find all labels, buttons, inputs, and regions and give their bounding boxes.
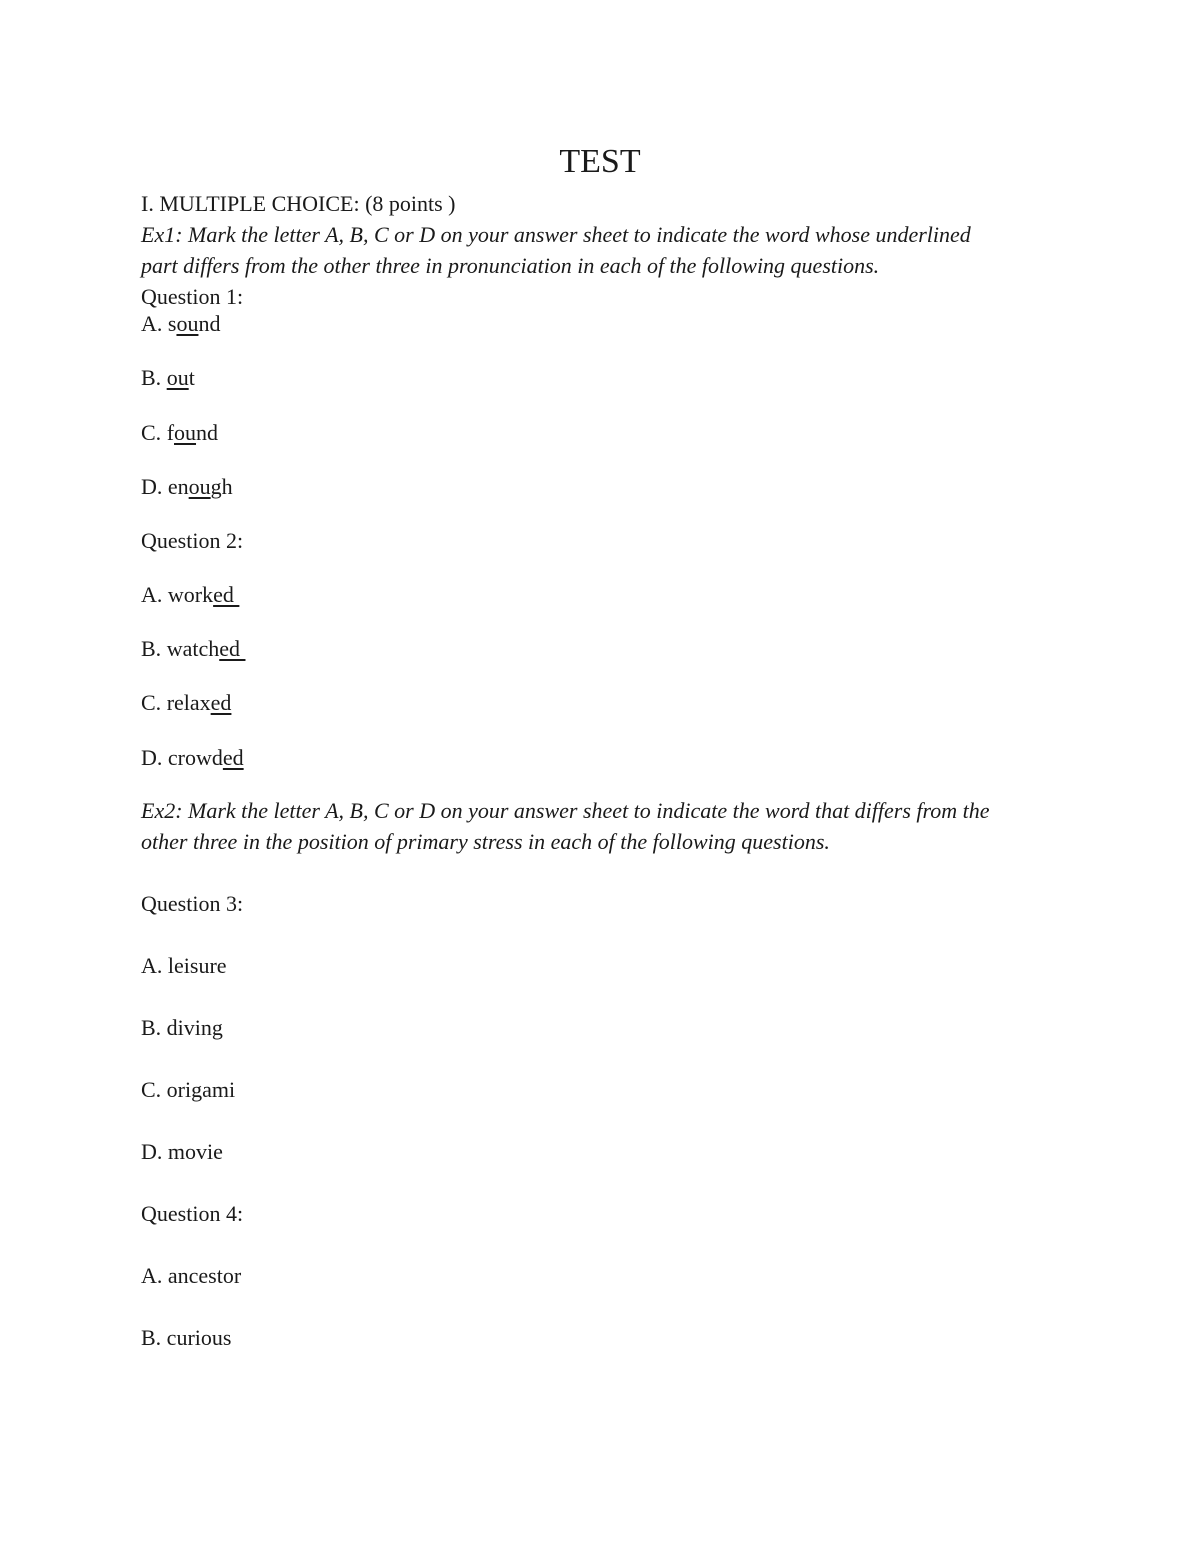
question-1-label: Question 1: bbox=[141, 284, 244, 309]
ex2-instruction-line2: other three in the position of primary stress in each of the following questions. bbox=[141, 829, 830, 854]
question-3-label: Question 3: bbox=[141, 891, 244, 916]
q3-option-c: C. origami bbox=[141, 1077, 236, 1102]
question-2-label: Question 2: bbox=[141, 528, 244, 553]
q1-option-b: B. out bbox=[141, 365, 195, 390]
q4-option-b: B. curious bbox=[141, 1325, 232, 1350]
q4-option-a: A. ancestor bbox=[141, 1263, 242, 1288]
q3-option-b: B. diving bbox=[141, 1015, 223, 1040]
q1-option-d: D. enough bbox=[141, 474, 233, 499]
ex2-instruction-line1: Ex2: Mark the letter A, B, C or D on your answer sheet to indicate the word that differs from the bbox=[141, 798, 990, 823]
q2-option-d: D. crowded bbox=[141, 745, 244, 770]
q2-option-a: A. worked bbox=[141, 582, 240, 607]
question-4-label: Question 4: bbox=[141, 1201, 244, 1226]
q2-option-b: B. watched bbox=[141, 636, 246, 661]
q1-option-a: A. sound bbox=[141, 311, 221, 336]
q3-option-d: D. movie bbox=[141, 1139, 223, 1164]
ex1-instruction-line2: part differs from the other three in pronunciation in each of the following questions. bbox=[141, 253, 880, 278]
section-heading: I. MULTIPLE CHOICE: (8 points ) bbox=[141, 191, 456, 216]
page-title: TEST bbox=[559, 143, 641, 180]
ex1-instruction-line1: Ex1: Mark the letter A, B, C or D on your answer sheet to indicate the word whose underlined bbox=[141, 222, 971, 247]
q2-option-c: C. relaxed bbox=[141, 690, 232, 715]
q1-option-c: C. found bbox=[141, 420, 219, 445]
q3-option-a: A. leisure bbox=[141, 953, 227, 978]
